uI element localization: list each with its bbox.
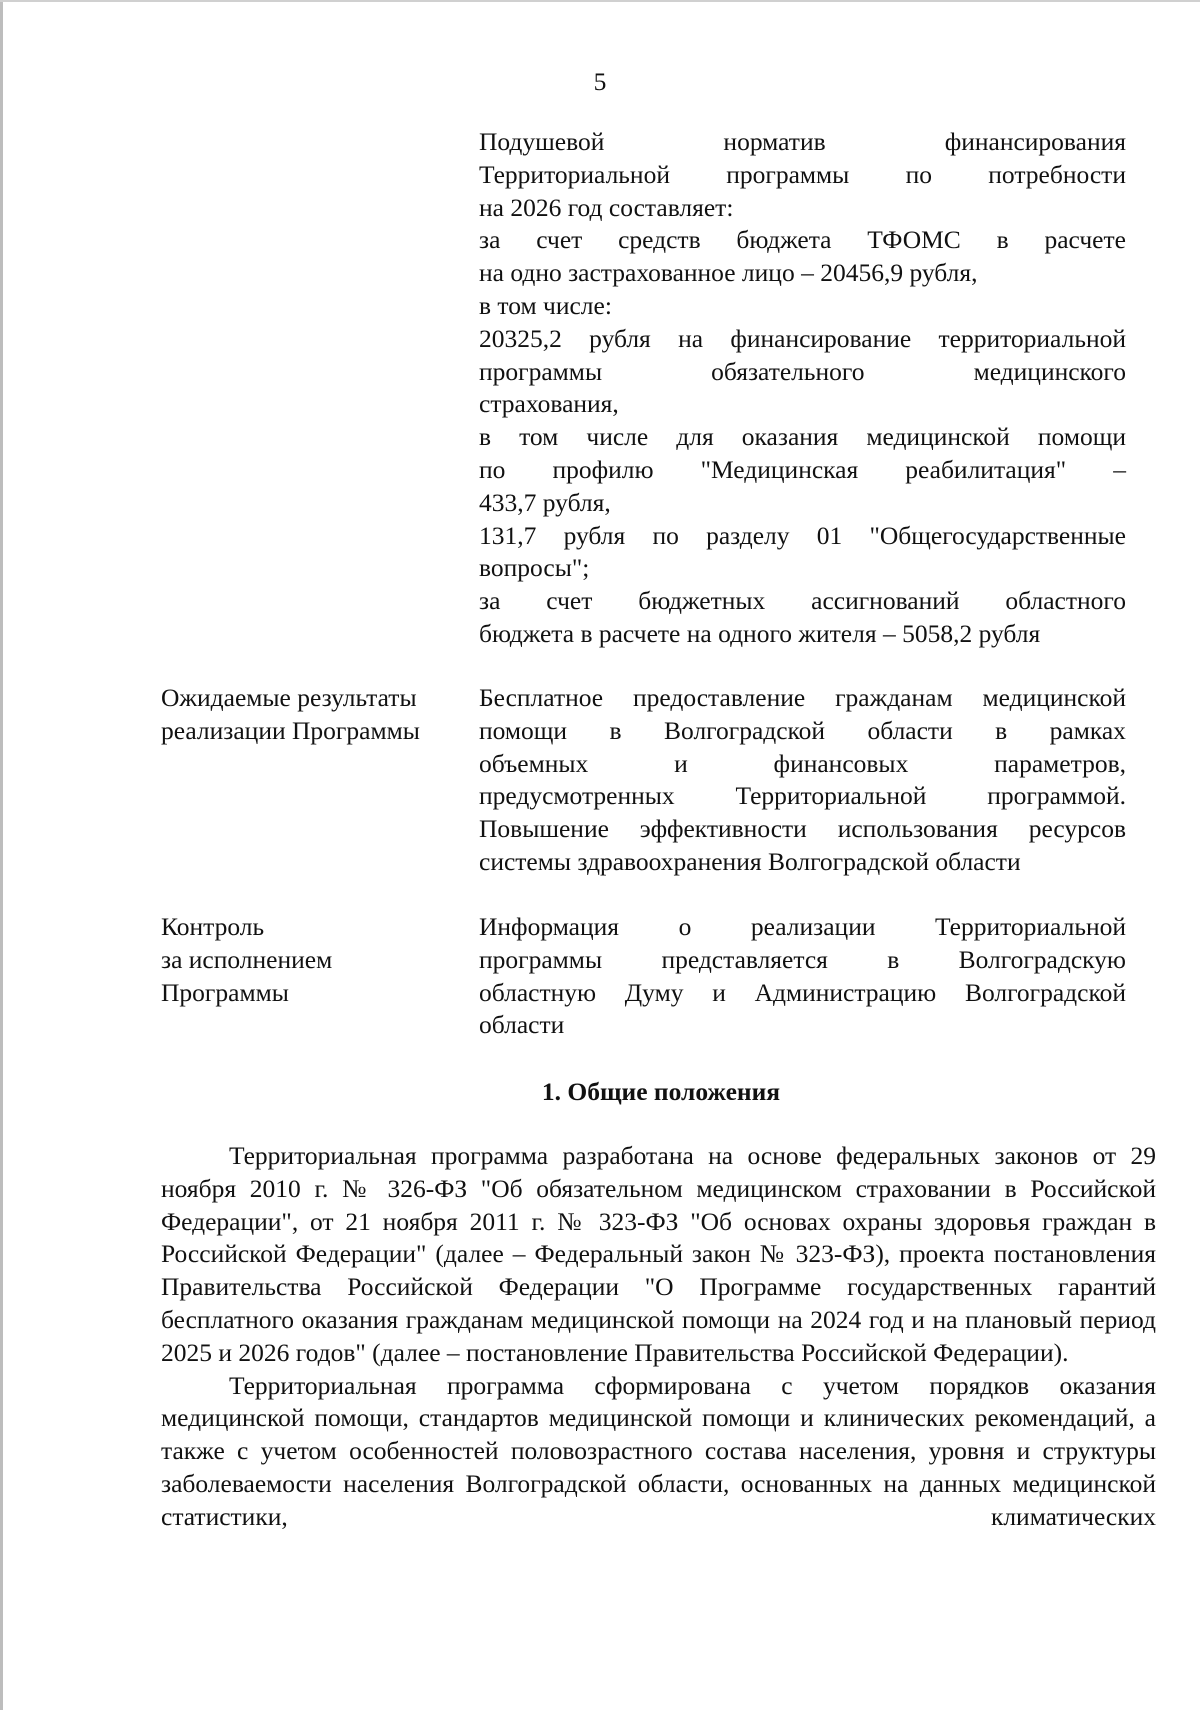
- section-body: [161, 1140, 1156, 1534]
- financing-line: по профилю "Медицинская реабилитация" –: [479, 454, 1126, 484]
- financing-line: Подушевой норматив финансирования: [479, 127, 1126, 156]
- value-line: программы представляется в Волгоградскую: [479, 944, 1126, 974]
- scan-top-edge: [0, 0, 1200, 2]
- value-line: Повышение эффективности использования ресурсов: [479, 814, 1126, 844]
- section-heading: 1. Общие положения: [541, 1077, 781, 1106]
- value-line: объемных и финансовых параметров,: [479, 748, 1126, 778]
- financing-line: на одно застрахованное лицо – 20456,9 рубля,: [479, 258, 978, 288]
- expected-results-label: [161, 682, 461, 748]
- expected-results-value: [479, 682, 1126, 879]
- value-line: предусмотренных Территориальной программой.: [479, 781, 1126, 811]
- value-line: Информация о реализации Территориальной: [479, 912, 1126, 941]
- financing-line: 433,7 рубля,: [479, 487, 611, 517]
- label-line: реализации Программы: [161, 715, 420, 745]
- value-line: областную Думу и Администрацию Волгоградской: [479, 977, 1126, 1007]
- label-line: Контроль: [161, 912, 265, 941]
- value-line: области: [479, 1010, 565, 1040]
- value-line: помощи в Волгоградской области в рамках: [479, 715, 1126, 745]
- financing-norm-cell: [479, 126, 1126, 651]
- financing-line: в том числе:: [479, 290, 612, 320]
- paragraph: Территориальная программа сформирована с учетом порядков оказания медицинской помощи, стандартов медицинской помощи и клинических рекомендаций, а также с учетом особенностей половозрастного состава населения, уровня и структуры заболеваемости населения Волгоградской области, основанных на данных медицинской статистики, климатических: [161, 1370, 1156, 1531]
- financing-line: на 2026 год составляет:: [479, 192, 734, 222]
- scan-edge: [0, 0, 3, 1710]
- label-line: за исполнением: [161, 944, 333, 974]
- page-number: 5: [593, 67, 607, 96]
- value-line: системы здравоохранения Волгоградской области: [479, 846, 1021, 876]
- financing-line: Территориальной программы по потребности: [479, 159, 1126, 189]
- financing-line: 131,7 рубля по разделу 01 "Общегосударственные: [479, 520, 1126, 550]
- financing-line: в том числе для оказания медицинской помощи: [479, 422, 1126, 452]
- value-line: Бесплатное предоставление гражданам медицинской: [479, 683, 1126, 712]
- financing-line: за счет бюджетных ассигнований областного: [479, 586, 1126, 616]
- financing-line: страхования,: [479, 389, 619, 419]
- control-label: [161, 911, 461, 1009]
- financing-line: бюджета в расчете на одного жителя – 5058,2 рубля: [479, 618, 1041, 648]
- label-line: Ожидаемые результаты: [161, 683, 417, 712]
- financing-line: вопросы";: [479, 553, 590, 583]
- financing-line: программы обязательного медицинского: [479, 356, 1126, 386]
- paragraph: Территориальная программа разработана на основе федеральных законов от 29 ноября 2010 г. № 326-ФЗ "Об обязательном медицинском страховании в Российской Федерации", от 21 ноября 2011 г. № 323-ФЗ "Об основах охраны здоровья граждан в Российской Федерации" (далее – Федеральный закон № 323-ФЗ), проекта постановления Правительства Российской Федерации "О Программе государственных гарантий бесплатного оказания гражданам медицинской помощи на 2024 год и на плановый период 2025 и 2026 годов" (далее – постановление Правительства Российской Федерации).: [161, 1141, 1156, 1367]
- control-value: [479, 911, 1126, 1042]
- financing-line: за счет средств бюджета ТФОМС в расчете: [479, 225, 1126, 255]
- label-line: Программы: [161, 977, 289, 1007]
- financing-line: 20325,2 рубля на финансирование территориальной: [479, 323, 1126, 353]
